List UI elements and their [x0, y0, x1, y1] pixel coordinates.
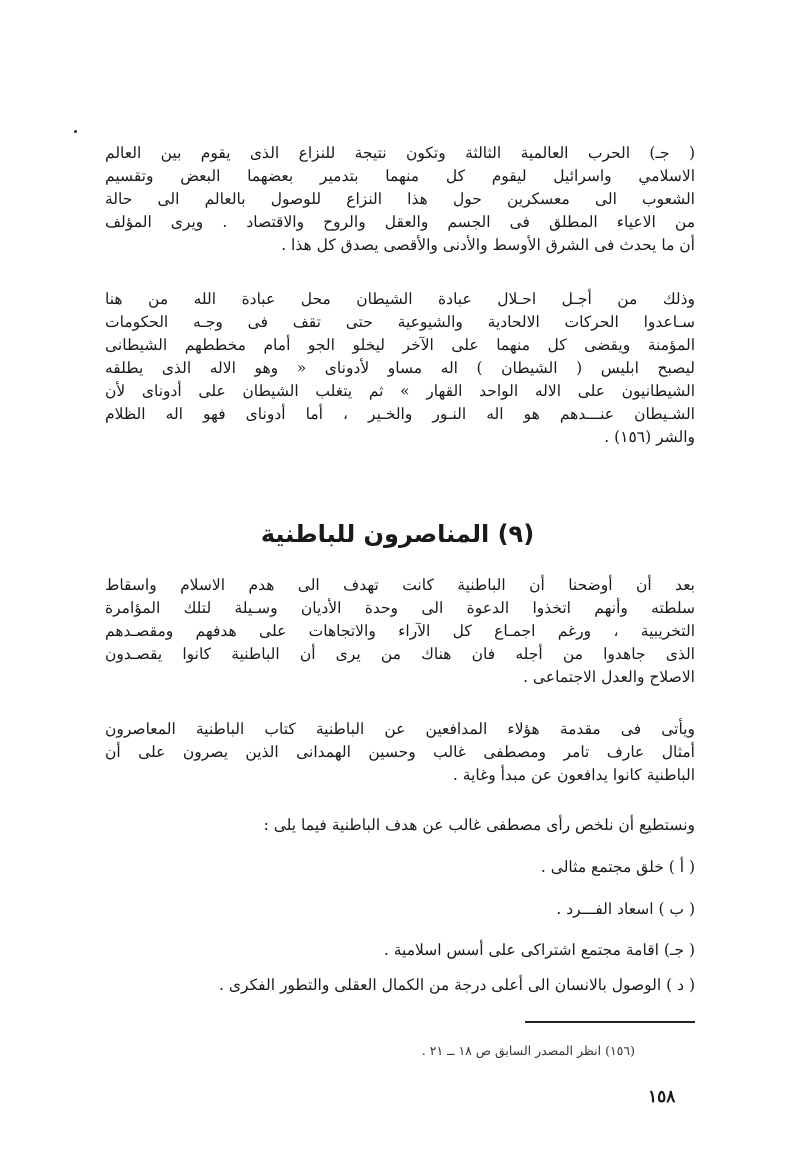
- list-item: ( أ ) خلق مجتمع مثالى .: [540, 858, 695, 876]
- list-item: ( جـ) اقامة مجتمع اشتراكى على أسس اسلامية .: [383, 941, 695, 959]
- text-line: الشعوب الى معسكرين حول هذا النزاع للوصول بالعالم الى حالة: [105, 190, 695, 208]
- paragraph-defenders: [105, 718, 695, 787]
- footnote: (١٥٦) انظر المصدر السابق ص ١٨ ــ ٢١ .: [421, 1043, 635, 1058]
- footnote-divider: [525, 1021, 695, 1023]
- text-line: والشر (١٥٦) .: [604, 428, 695, 446]
- text-line: الاسلامي واسرائيل ليقوم كل منهما بتدمير بعضهما البعض وتقسيم: [105, 167, 695, 185]
- list-item: ( د ) الوصول بالانسان الى أعلى درجة من الكمال العقلى والتطور الفكرى .: [219, 976, 695, 994]
- text-line: من الاعياء المطلق فى الجسم والعقل والروح والاقتصاد . ويرى المؤلف: [105, 213, 695, 231]
- text-line: التخريبية ، ورغم اجمـاع كل الآراء والاتجاهات على هدفهم ومقصـدهم: [105, 622, 695, 640]
- section-heading: (٩) المناصرون للباطنية: [260, 520, 535, 548]
- text-line: ونستطيع أن نلخص رأى مصطفى غالب عن هدف الباطنية فيما يلى :: [263, 816, 695, 834]
- text-line: الشـيطان عنـــدهم هو اله النـور والخـير ، أما أدوناى فهو اله الظلام: [105, 405, 695, 423]
- page-number: ١٥٨: [648, 1087, 676, 1107]
- text-line: ( جـ) الحرب العالمية الثالثة وتكون نتيجة للنزاع الذى يقوم بين العالم: [105, 144, 695, 162]
- text-line: سـاعدوا الحركات الالحادية والشيوعية حتى تقف فى وجـه الحكومات: [105, 313, 695, 331]
- text-line: أمثال عارف تامر ومصطفى غالب وحسين الهمدانى الذين يصرون على أن: [105, 743, 695, 761]
- text-line: الباطنية كانوا يدافعون عن مبدأ وغاية .: [452, 766, 695, 784]
- list-item: ( ب ) اسعاد الفـــرد .: [556, 900, 695, 918]
- text-line: ليصبح ابليس ( الشيطان ) اله مساو لأدوناى « وهو الاله الذى يطلقه: [105, 359, 695, 377]
- paragraph-summary-intro: [105, 814, 695, 837]
- text-line: المؤمنة ويقضى كل منهما على الآخر ليخلو الجو أمام مخططهم الشيطانى: [105, 336, 695, 354]
- text-line: الشيطانيون على الاله الواحد القهار » ثم يتغلب الشيطان على أدوناى لأن: [105, 382, 695, 400]
- text-line: وذلك من أجـل احـلال عبادة الشيطان محل عبادة الله من هنا: [105, 290, 695, 308]
- text-line: الذى جاهدوا من أجله فان هناك من يرى أن الباطنية كانوا يقصـدون: [105, 645, 695, 663]
- text-line: سلطته وأنهم اتخذوا الدعوة الى وحدة الأديان وسـيلة لتلك المؤامرة: [105, 599, 695, 617]
- text-line: الاصلاح والعدل الاجتماعى .: [523, 668, 695, 686]
- text-line: أن ما يحدث فى الشرق الأوسط والأدنى والأقصى يصدق كل هذا .: [281, 236, 695, 254]
- text-line: ويأتى فى مقدمة هؤلاء المدافعين عن الباطنية كتاب الباطنية المعاصرون: [105, 720, 695, 738]
- paragraph-item-c: [105, 142, 695, 257]
- paragraph-satan-worship: [105, 288, 695, 449]
- text-line: بعد أن أوضحنا أن الباطنية كانت تهدف الى هدم الاسلام واسقاط: [105, 576, 695, 594]
- paragraph-intro: [105, 574, 695, 689]
- speck-mark: [74, 130, 77, 133]
